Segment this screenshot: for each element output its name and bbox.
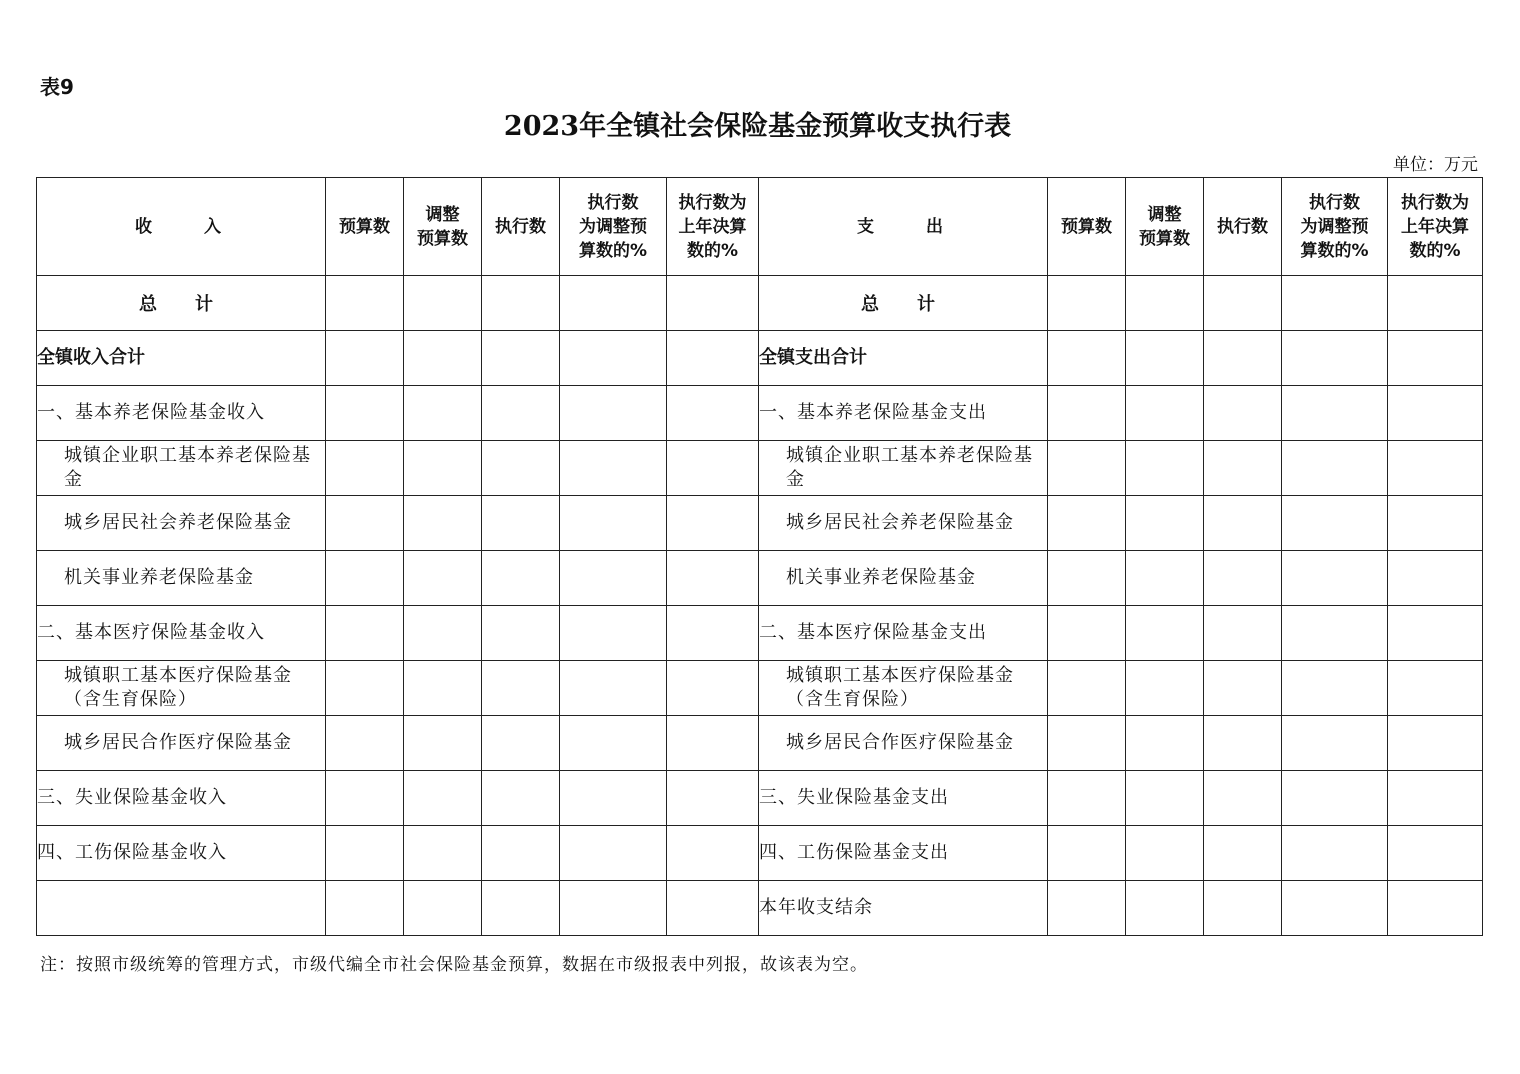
expense-item-label: 城镇职工基本医疗保险基金（含生育保险） [759,661,1048,716]
table-row [37,881,1483,936]
income-column-header: 收 入 [37,178,326,276]
income-adjusted-budget-cell [404,716,482,771]
expense-pct-adjusted-cell [1282,331,1388,386]
footnote: 注：按照市级统筹的管理方式，市级代编全市社会保险基金预算，数据在市级报表中列报，故该表为空。 [40,955,868,975]
income-adjusted-budget-cell [404,771,482,826]
income-item-label: 一、基本养老保险基金收入 [37,386,326,441]
expense-pct-adjusted-cell [1282,661,1388,716]
income-item-label: 总 计 [37,276,326,331]
table-row [37,276,1483,331]
income-budget-cell [326,331,404,386]
table-row [37,826,1483,881]
expense-budget-cell [1048,386,1126,441]
table-row [37,716,1483,771]
expense-executed-cell [1204,826,1282,881]
income-budget-cell [326,606,404,661]
income-executed-cell [482,276,560,331]
header-row [37,178,1483,276]
income-executed-cell [482,551,560,606]
expense-pct-last-final-cell [1388,441,1483,496]
page-title: 2023年全镇社会保险基金预算收支执行表 [503,111,1012,142]
expense-pct-adjusted-cell [1282,496,1388,551]
income-executed-cell [482,386,560,441]
table-row [37,441,1483,496]
income-pct-last-final-header: 执行数为 上年决算 数的% [667,178,759,276]
income-adjusted-budget-header: 调整 预算数 [404,178,482,276]
income-pct-adjusted-cell [560,826,667,881]
income-adjusted-budget-cell [404,881,482,936]
table-row [37,771,1483,826]
income-budget-cell [326,661,404,716]
expense-pct-adjusted-cell [1282,606,1388,661]
expense-adjusted-budget-cell [1126,276,1204,331]
expense-item-label: 四、工伤保险基金支出 [759,826,1048,881]
income-adjusted-budget-cell [404,496,482,551]
income-pct-adjusted-cell [560,386,667,441]
income-adjusted-budget-cell [404,551,482,606]
income-pct-adjusted-cell [560,881,667,936]
expense-pct-adjusted-cell [1282,881,1388,936]
income-budget-cell [326,496,404,551]
income-executed-cell [482,881,560,936]
income-pct-adjusted-cell [560,276,667,331]
expense-executed-cell [1204,881,1282,936]
expense-executed-cell [1204,441,1282,496]
income-adjusted-budget-cell [404,606,482,661]
income-item-label: 城镇企业职工基本养老保险基金 [37,441,326,496]
expense-pct-adjusted-cell [1282,826,1388,881]
income-item-label: 城乡居民合作医疗保险基金 [37,716,326,771]
expense-budget-cell [1048,441,1126,496]
income-item-label: 三、失业保险基金收入 [37,771,326,826]
expense-pct-last-final-cell [1388,716,1483,771]
expense-item-label: 一、基本养老保险基金支出 [759,386,1048,441]
income-pct-adjusted-cell [560,606,667,661]
expense-pct-last-final-cell [1388,826,1483,881]
income-budget-cell [326,441,404,496]
income-executed-header: 执行数 [482,178,560,276]
expense-pct-adjusted-cell [1282,716,1388,771]
income-pct-last-final-cell [667,276,759,331]
budget-execution-table [36,177,1483,936]
table-row [37,606,1483,661]
expense-executed-cell [1204,276,1282,331]
income-budget-cell [326,716,404,771]
income-item-label: 城镇职工基本医疗保险基金（含生育保险） [37,661,326,716]
expense-pct-adjusted-cell [1282,551,1388,606]
expense-budget-cell [1048,716,1126,771]
income-pct-last-final-cell [667,331,759,386]
table-row [37,496,1483,551]
income-item-label: 全镇收入合计 [37,331,326,386]
income-item-label: 城乡居民社会养老保险基金 [37,496,326,551]
income-budget-cell [326,881,404,936]
expense-pct-last-final-cell [1388,496,1483,551]
expense-item-label: 二、基本医疗保险基金支出 [759,606,1048,661]
expense-item-label: 城镇企业职工基本养老保险基金 [759,441,1048,496]
expense-pct-adjusted-cell [1282,771,1388,826]
income-executed-cell [482,606,560,661]
expense-item-label: 城乡居民合作医疗保险基金 [759,716,1048,771]
expense-executed-cell [1204,331,1282,386]
income-budget-cell [326,771,404,826]
income-pct-last-final-cell [667,551,759,606]
income-pct-last-final-cell [667,661,759,716]
expense-adjusted-budget-cell [1126,496,1204,551]
income-pct-adjusted-cell [560,441,667,496]
income-adjusted-budget-cell [404,661,482,716]
expense-pct-adjusted-cell [1282,276,1388,331]
expense-executed-cell [1204,496,1282,551]
income-pct-adjusted-cell [560,716,667,771]
expense-executed-cell [1204,606,1282,661]
expense-pct-last-final-cell [1388,881,1483,936]
income-executed-cell [482,771,560,826]
unit-label: 单位：万元 [1393,155,1478,175]
income-executed-cell [482,661,560,716]
expense-budget-cell [1048,606,1126,661]
expense-pct-last-final-header: 执行数为 上年决算 数的% [1388,178,1483,276]
income-pct-last-final-cell [667,386,759,441]
expense-budget-cell [1048,661,1126,716]
income-budget-header: 预算数 [326,178,404,276]
income-adjusted-budget-cell [404,386,482,441]
income-executed-cell [482,496,560,551]
income-budget-cell [326,826,404,881]
income-pct-last-final-cell [667,716,759,771]
expense-budget-cell [1048,551,1126,606]
table-row [37,386,1483,441]
income-adjusted-budget-cell [404,276,482,331]
expense-adjusted-budget-cell [1126,551,1204,606]
expense-executed-cell [1204,771,1282,826]
expense-adjusted-budget-cell [1126,771,1204,826]
expense-pct-last-final-cell [1388,606,1483,661]
income-budget-cell [326,276,404,331]
expense-column-header: 支 出 [759,178,1048,276]
expense-pct-last-final-cell [1388,386,1483,441]
expense-pct-adjusted-cell [1282,441,1388,496]
income-pct-last-final-cell [667,771,759,826]
expense-executed-cell [1204,716,1282,771]
income-budget-cell [326,551,404,606]
expense-adjusted-budget-cell [1126,606,1204,661]
income-executed-cell [482,716,560,771]
income-item-label [37,881,326,936]
income-adjusted-budget-cell [404,331,482,386]
expense-item-label: 总 计 [759,276,1048,331]
income-adjusted-budget-cell [404,826,482,881]
income-executed-cell [482,826,560,881]
expense-adjusted-budget-header: 调整 预算数 [1126,178,1204,276]
expense-budget-cell [1048,276,1126,331]
income-pct-last-final-cell [667,881,759,936]
income-item-label: 二、基本医疗保险基金收入 [37,606,326,661]
expense-budget-header: 预算数 [1048,178,1126,276]
expense-executed-cell [1204,661,1282,716]
income-executed-cell [482,331,560,386]
expense-budget-cell [1048,881,1126,936]
expense-adjusted-budget-cell [1126,441,1204,496]
expense-item-label: 全镇支出合计 [759,331,1048,386]
expense-adjusted-budget-cell [1126,386,1204,441]
expense-pct-last-final-cell [1388,331,1483,386]
income-pct-last-final-cell [667,441,759,496]
income-pct-last-final-cell [667,826,759,881]
expense-item-label: 本年收支结余 [759,881,1048,936]
expense-pct-adjusted-cell [1282,386,1388,441]
expense-pct-last-final-cell [1388,551,1483,606]
income-pct-adjusted-cell [560,551,667,606]
expense-executed-cell [1204,386,1282,441]
expense-item-label: 三、失业保险基金支出 [759,771,1048,826]
table-number: 表9 [40,75,74,99]
expense-executed-cell [1204,551,1282,606]
income-pct-adjusted-cell [560,496,667,551]
table-row [37,331,1483,386]
expense-adjusted-budget-cell [1126,826,1204,881]
income-item-label: 四、工伤保险基金收入 [37,826,326,881]
income-budget-cell [326,386,404,441]
expense-pct-last-final-cell [1388,661,1483,716]
expense-adjusted-budget-cell [1126,881,1204,936]
income-pct-last-final-cell [667,606,759,661]
expense-executed-header: 执行数 [1204,178,1282,276]
table-row [37,551,1483,606]
income-executed-cell [482,441,560,496]
income-adjusted-budget-cell [404,441,482,496]
income-item-label: 机关事业养老保险基金 [37,551,326,606]
expense-budget-cell [1048,496,1126,551]
expense-budget-cell [1048,331,1126,386]
expense-item-label: 机关事业养老保险基金 [759,551,1048,606]
income-pct-adjusted-header: 执行数 为调整预 算数的% [560,178,667,276]
income-pct-last-final-cell [667,496,759,551]
expense-adjusted-budget-cell [1126,661,1204,716]
income-pct-adjusted-cell [560,771,667,826]
expense-budget-cell [1048,826,1126,881]
expense-adjusted-budget-cell [1126,331,1204,386]
expense-pct-last-final-cell [1388,276,1483,331]
expense-budget-cell [1048,771,1126,826]
expense-item-label: 城乡居民社会养老保险基金 [759,496,1048,551]
expense-pct-last-final-cell [1388,771,1483,826]
expense-adjusted-budget-cell [1126,716,1204,771]
income-pct-adjusted-cell [560,331,667,386]
table-row [37,661,1483,716]
income-pct-adjusted-cell [560,661,667,716]
expense-pct-adjusted-header: 执行数 为调整预 算数的% [1282,178,1388,276]
